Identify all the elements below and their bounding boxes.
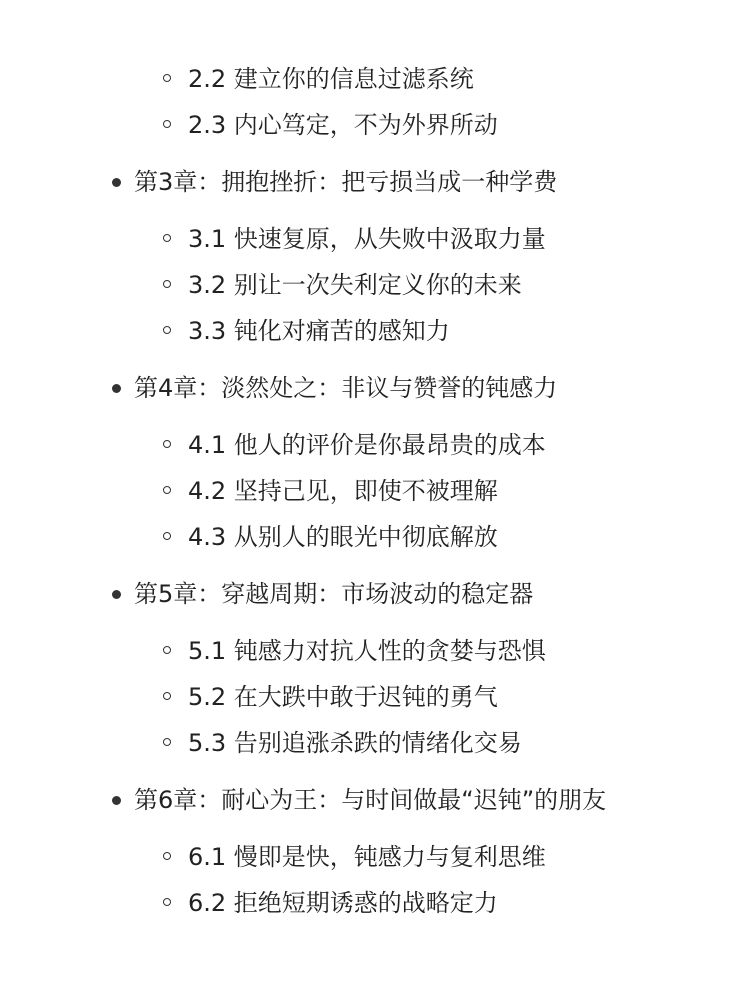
section-list xyxy=(0,834,750,926)
section-item xyxy=(0,262,750,308)
section-label: 6.1 慢即是快，钝感力与复利思维 xyxy=(188,843,546,871)
section-label: 5.3 告别追涨杀跌的情绪化交易 xyxy=(188,729,522,757)
section-list xyxy=(0,56,750,148)
section-list xyxy=(0,628,750,766)
section-list xyxy=(0,422,750,560)
section-label: 2.2 建立你的信息过滤系统 xyxy=(188,65,474,93)
section-item xyxy=(0,834,750,880)
hollow-bullet-icon xyxy=(163,234,171,242)
section-label: 3.2 别让一次失利定义你的未来 xyxy=(188,271,522,299)
section-label: 2.3 内心笃定，不为外界所动 xyxy=(188,111,498,139)
filled-bullet-icon xyxy=(112,796,121,805)
section-label: 4.2 坚持己见，即使不被理解 xyxy=(188,477,498,505)
section-list xyxy=(0,216,750,354)
chapter-item xyxy=(0,160,750,204)
hollow-bullet-icon xyxy=(163,280,171,288)
hollow-bullet-icon xyxy=(163,74,171,82)
section-label: 4.1 他人的评价是你最昂贵的成本 xyxy=(188,431,546,459)
section-label: 3.3 钝化对痛苦的感知力 xyxy=(188,317,450,345)
hollow-bullet-icon xyxy=(163,852,171,860)
filled-bullet-icon xyxy=(112,178,121,187)
hollow-bullet-icon xyxy=(163,120,171,128)
table-of-contents xyxy=(0,50,750,926)
hollow-bullet-icon xyxy=(163,440,171,448)
section-label: 5.2 在大跌中敢于迟钝的勇气 xyxy=(188,683,498,711)
chapter-title: 第3章：拥抱挫折：把亏损当成一种学费 xyxy=(134,168,558,196)
filled-bullet-icon xyxy=(112,590,121,599)
hollow-bullet-icon xyxy=(163,646,171,654)
section-item xyxy=(0,720,750,766)
hollow-bullet-icon xyxy=(163,692,171,700)
section-item xyxy=(0,308,750,354)
section-label: 6.2 拒绝短期诱惑的战略定力 xyxy=(188,889,498,917)
section-item xyxy=(0,102,750,148)
section-label: 5.1 钝感力对抗人性的贪婪与恐惧 xyxy=(188,637,546,665)
hollow-bullet-icon xyxy=(163,326,171,334)
chapter-title: 第6章：耐心为王：与时间做最“迟钝”的朋友 xyxy=(134,786,607,814)
section-item xyxy=(0,468,750,514)
section-item xyxy=(0,422,750,468)
filled-bullet-icon xyxy=(112,384,121,393)
chapter-item xyxy=(0,778,750,822)
hollow-bullet-icon xyxy=(163,738,171,746)
section-label: 4.3 从别人的眼光中彻底解放 xyxy=(188,523,498,551)
section-item xyxy=(0,880,750,926)
hollow-bullet-icon xyxy=(163,486,171,494)
section-item xyxy=(0,674,750,720)
hollow-bullet-icon xyxy=(163,532,171,540)
chapter-item xyxy=(0,366,750,410)
section-item xyxy=(0,514,750,560)
chapter-item xyxy=(0,572,750,616)
chapter-title: 第4章：淡然处之：非议与赞誉的钝感力 xyxy=(134,374,558,402)
chapter-title: 第5章：穿越周期：市场波动的稳定器 xyxy=(134,580,534,608)
hollow-bullet-icon xyxy=(163,898,171,906)
section-label: 3.1 快速复原，从失败中汲取力量 xyxy=(188,225,546,253)
section-item xyxy=(0,628,750,674)
section-item xyxy=(0,56,750,102)
section-item xyxy=(0,216,750,262)
